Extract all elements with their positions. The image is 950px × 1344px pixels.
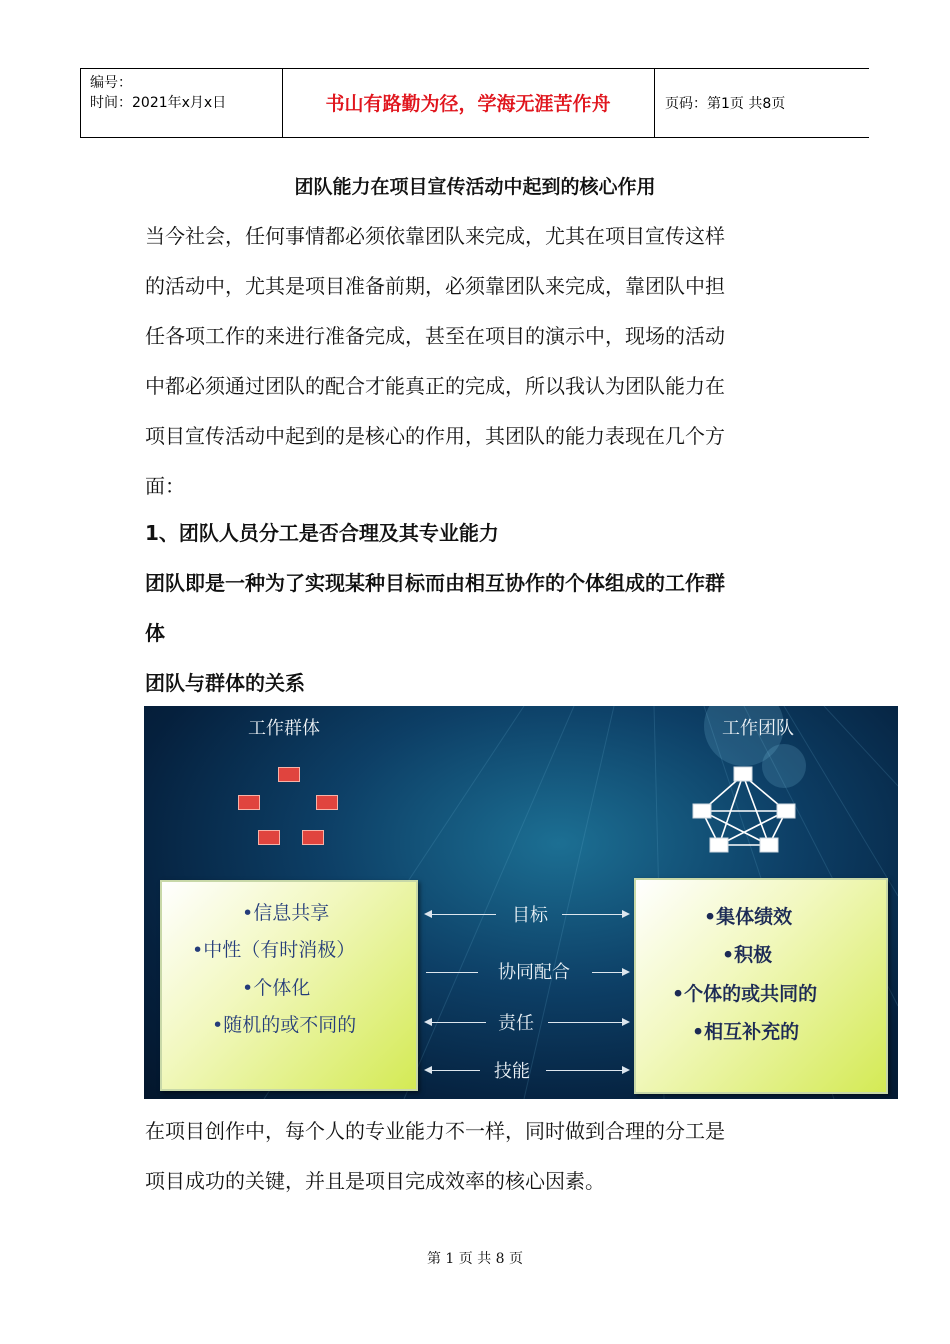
work-team-panel bbox=[634, 878, 888, 1094]
work-team-title: 工作团队 bbox=[722, 718, 794, 739]
group-trait: •随机的或不同的 bbox=[212, 1014, 357, 1036]
divider-line bbox=[426, 972, 478, 973]
definition-paragraph bbox=[145, 558, 810, 658]
dimension-label: 责任 bbox=[498, 1013, 534, 1034]
header-table bbox=[80, 68, 869, 138]
relation-heading-text: 团队与群体的关系 bbox=[145, 671, 305, 695]
text-line: 团队即是一种为了实现某种目标而由相互协作的个体组成的工作群 bbox=[145, 571, 725, 595]
text-line: 当今社会，任何事情都必须依靠团队来完成，尤其在项目宣传这样 bbox=[145, 224, 725, 248]
left-arrow bbox=[426, 914, 496, 915]
team-network-icon bbox=[684, 761, 804, 861]
right-arrow bbox=[548, 1022, 628, 1023]
right-arrow bbox=[562, 914, 628, 915]
document-title: 团队能力在项目宣传活动中起到的核心作用 bbox=[294, 176, 656, 198]
team-trait: •相互补充的 bbox=[692, 1021, 800, 1043]
header-time: 时间：2021年x月x日 bbox=[90, 95, 227, 111]
intro-paragraph bbox=[145, 211, 810, 511]
work-group-title: 工作群体 bbox=[248, 718, 320, 739]
header-motto: 书山有路勤为径，学海无涯苦作舟 bbox=[325, 93, 611, 115]
header-number: 编号： bbox=[90, 75, 132, 91]
page-footer: 第 1 页 共 8 页 bbox=[426, 1251, 524, 1267]
left-arrow bbox=[426, 1070, 480, 1071]
dimension-label: 协同配合 bbox=[498, 962, 570, 983]
text-line: 的活动中，尤其是项目准备前期，必须靠团队来完成，靠团队中担 bbox=[145, 274, 725, 298]
group-member-box bbox=[302, 830, 324, 845]
header-page-number: 页码：第1页 共8页 bbox=[665, 96, 786, 112]
right-arrow bbox=[592, 972, 628, 973]
text-line: 项目成功的关键，并且是项目完成效率的核心因素。 bbox=[145, 1169, 605, 1193]
section-heading-text: 1、团队人员分工是否合理及其专业能力 bbox=[145, 521, 499, 545]
group-trait: •中性（有时消极） bbox=[192, 939, 356, 961]
right-arrow bbox=[546, 1070, 628, 1071]
text-line: 面： bbox=[145, 474, 185, 498]
group-vs-team-diagram bbox=[144, 706, 898, 1099]
group-member-box bbox=[238, 795, 260, 810]
group-member-box bbox=[258, 830, 280, 845]
text-line: 体 bbox=[145, 621, 165, 645]
section-heading bbox=[145, 508, 810, 558]
dimension-label: 目标 bbox=[512, 905, 548, 926]
relation-heading bbox=[145, 658, 810, 708]
text-line: 在项目创作中，每个人的专业能力不一样，同时做到合理的分工是 bbox=[145, 1119, 725, 1143]
left-arrow bbox=[426, 1022, 486, 1023]
team-trait: •个体的或共同的 bbox=[672, 983, 818, 1005]
text-line: 项目宣传活动中起到的是核心的作用，其团队的能力表现在几个方 bbox=[145, 424, 725, 448]
team-trait: •集体绩效 bbox=[704, 906, 793, 928]
text-line: 任各项工作的来进行准备完成，甚至在项目的演示中，现场的活动 bbox=[145, 324, 725, 348]
team-trait: •积极 bbox=[722, 944, 773, 966]
closing-paragraph bbox=[145, 1106, 810, 1206]
text-line: 中都必须通过团队的配合才能真正的完成，所以我认为团队能力在 bbox=[145, 374, 725, 398]
dimension-label: 技能 bbox=[494, 1061, 530, 1082]
header-divider bbox=[80, 69, 81, 137]
work-group-panel bbox=[160, 880, 418, 1091]
group-member-box bbox=[278, 767, 300, 782]
group-member-box bbox=[316, 795, 338, 810]
group-trait: •信息共享 bbox=[242, 902, 330, 924]
header-divider bbox=[654, 69, 655, 137]
header-meta bbox=[90, 73, 226, 113]
group-trait: •个体化 bbox=[242, 977, 311, 999]
